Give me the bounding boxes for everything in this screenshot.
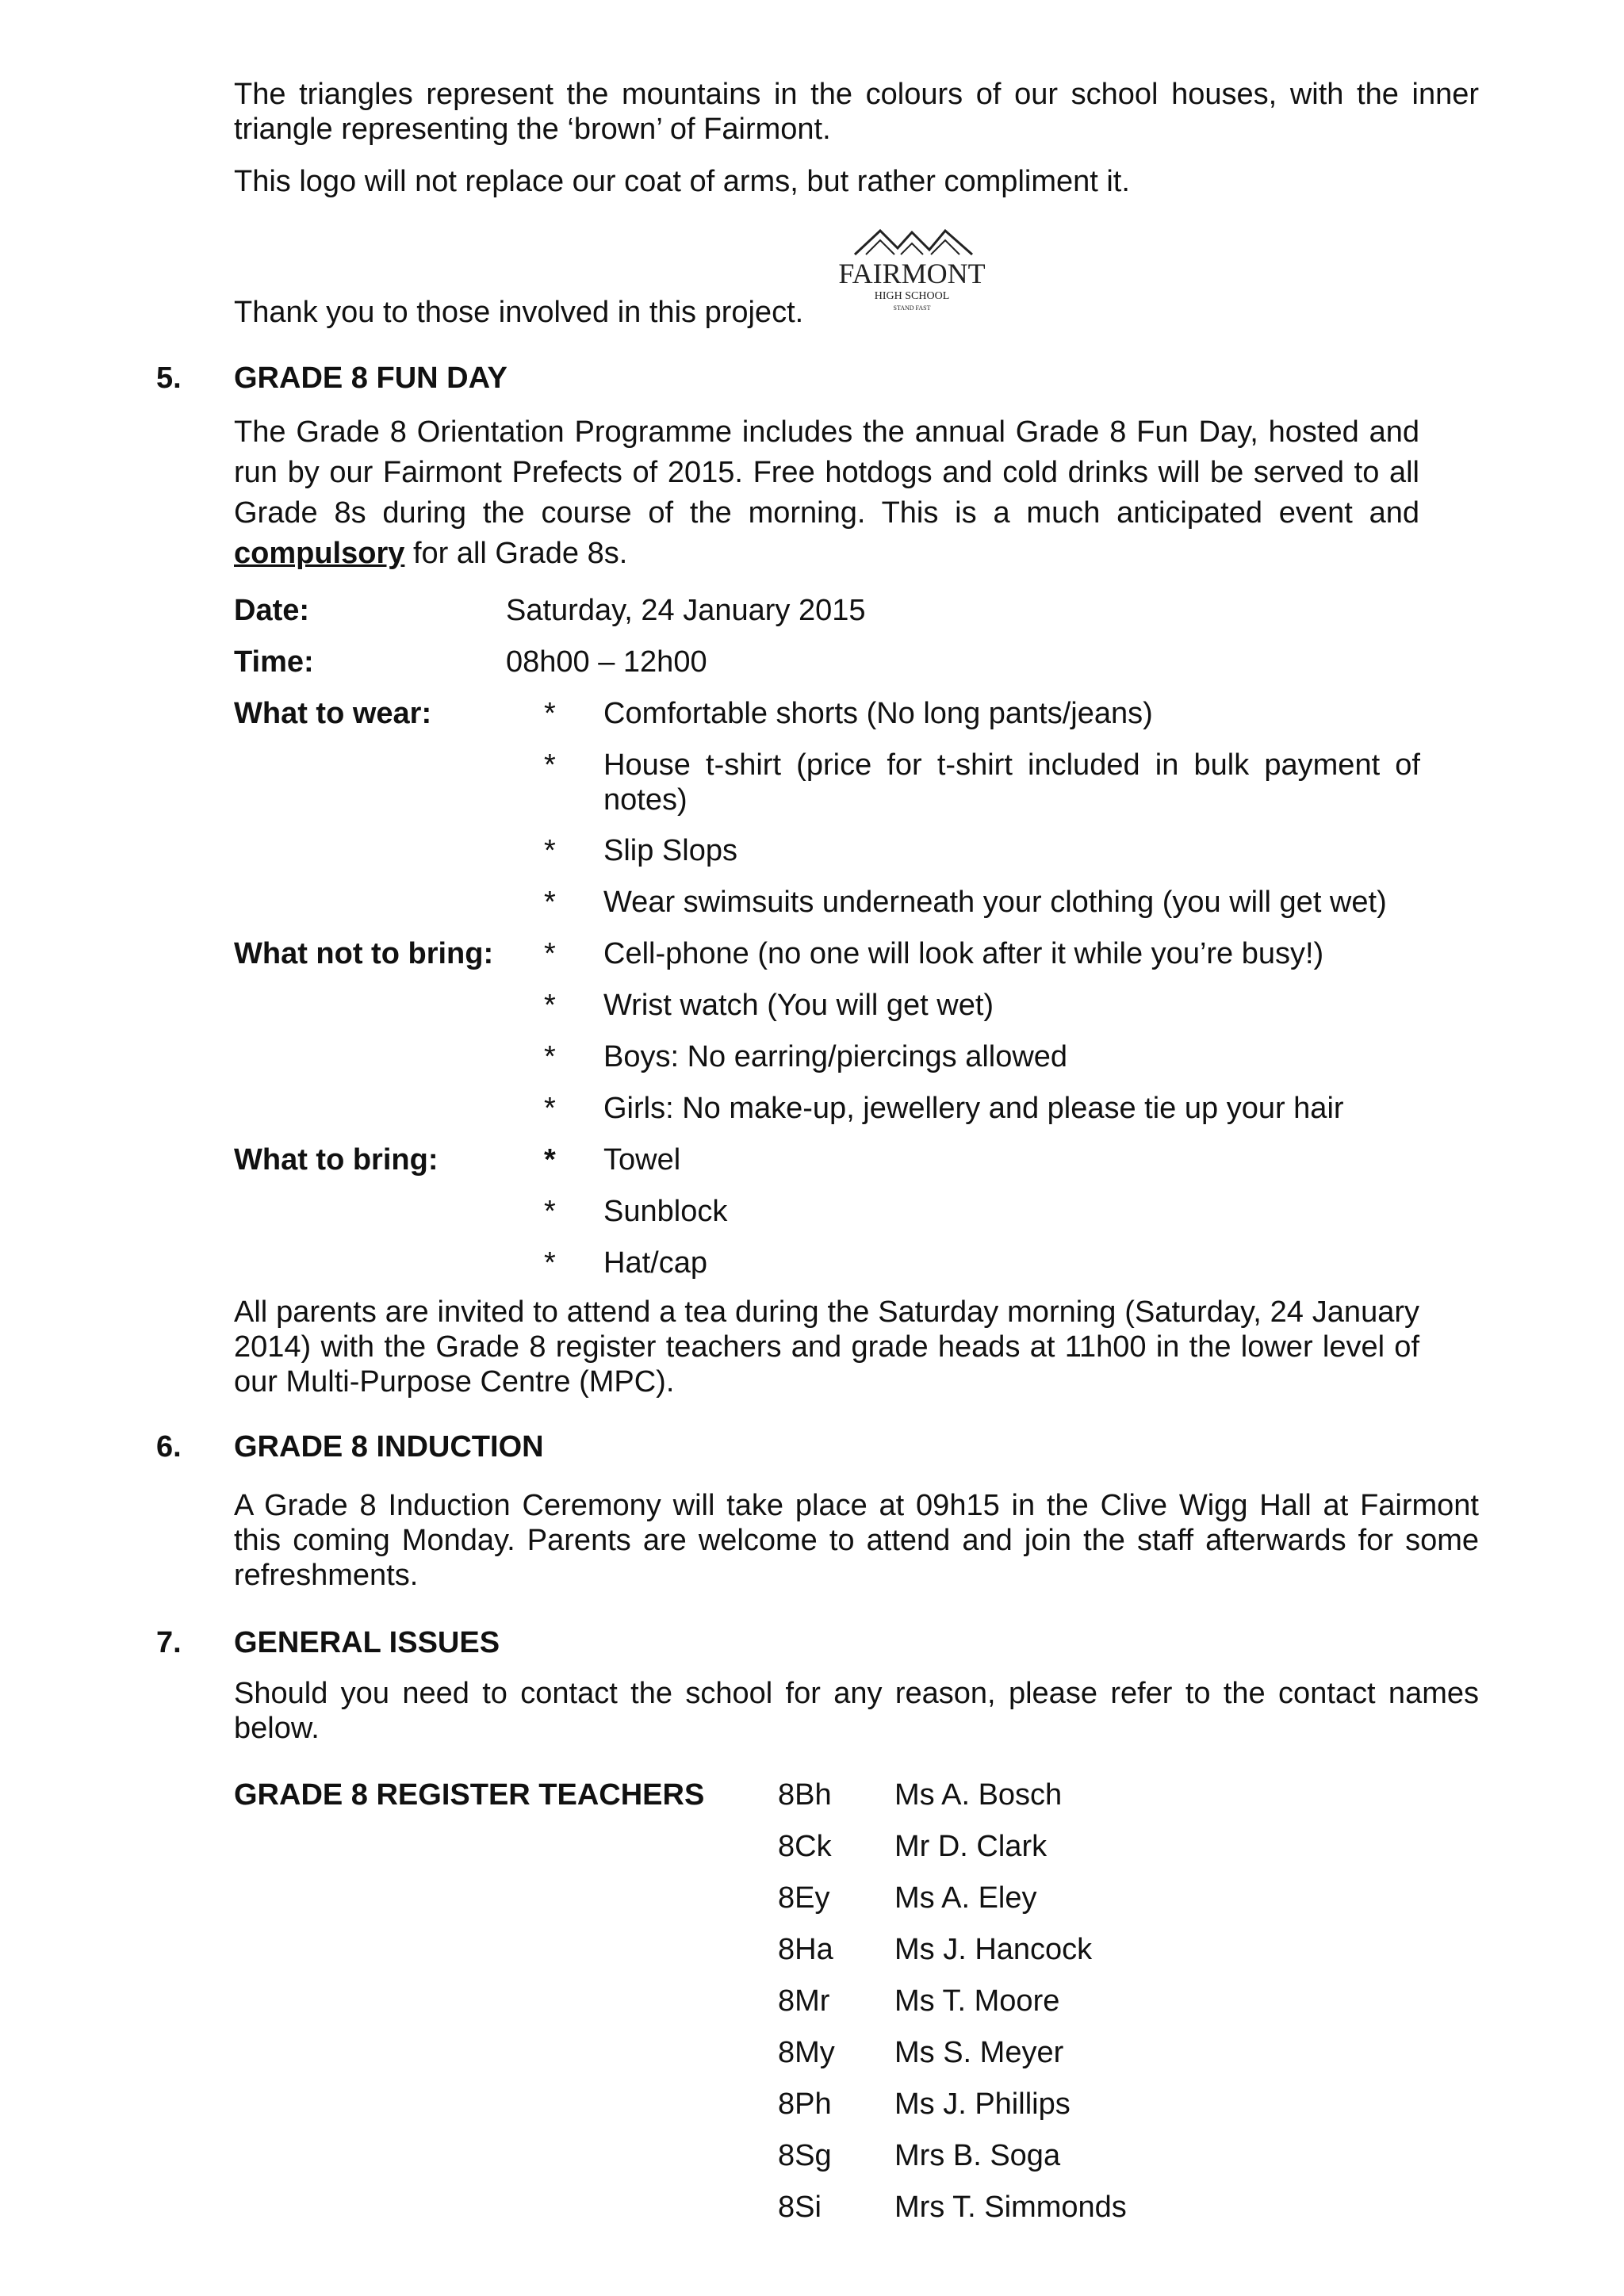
- logo-motto: STAND FAST: [893, 304, 931, 312]
- bullet: *: [544, 886, 556, 919]
- not-bring-item: Cell-phone (no one will look after it while you’re busy!): [603, 937, 1324, 970]
- date-label: Date:: [234, 594, 310, 627]
- section-6-title: GRADE 8 INDUCTION: [234, 1430, 544, 1464]
- wear-item: Comfortable shorts (No long pants/jeans): [603, 697, 1153, 730]
- time-value: 08h00 – 12h00: [506, 645, 707, 679]
- bullet: *: [544, 1246, 556, 1280]
- bullet: *: [544, 937, 556, 970]
- class-code: 8Sg: [778, 2139, 832, 2172]
- section-7-number: 7.: [156, 1626, 182, 1659]
- section-5-title: GRADE 8 FUN DAY: [234, 362, 508, 395]
- bullet: *: [544, 697, 556, 730]
- time-label: Time:: [234, 645, 314, 679]
- teacher-name: Ms S. Meyer: [894, 2036, 1064, 2069]
- class-code: 8Bh: [778, 1778, 832, 1812]
- teacher-name: Mr D. Clark: [894, 1830, 1048, 1863]
- bring-item: Sunblock: [603, 1195, 728, 1228]
- section-5-paragraph: [234, 412, 1419, 574]
- what-to-wear-label: What to wear:: [234, 697, 432, 730]
- section-6-paragraph: A Grade 8 Induction Ceremony will take place at 09h15 in the Clive Wigg Hall at Fairmont this coming Monday. Parents are welcome to attend and join the staff afterwards for some refreshments.: [234, 1489, 1479, 1592]
- not-bring-item: Girls: No make-up, jewellery and please tie up your hair: [603, 1092, 1344, 1125]
- teacher-name: Ms A. Eley: [894, 1881, 1037, 1915]
- bullet: *: [544, 748, 556, 782]
- intro-triangles-paragraph: The triangles represent the mountains in the colours of our school houses, with the inner triangle representing the ‘brown’ of Fairmont.: [234, 78, 1479, 146]
- wear-item: Wear swimsuits underneath your clothing (you will get wet): [603, 886, 1387, 919]
- section-7-paragraph: Should you need to contact the school for any reason, please refer to the contact names below.: [234, 1677, 1479, 1745]
- teacher-name: Ms A. Bosch: [894, 1778, 1063, 1812]
- bullet: *: [544, 1040, 556, 1073]
- class-code: 8Ph: [778, 2087, 832, 2121]
- fairmont-logo: [825, 226, 999, 321]
- bullet: *: [544, 1092, 556, 1125]
- class-code: 8My: [778, 2036, 835, 2069]
- class-code: 8Ha: [778, 1933, 833, 1966]
- logo-subtitle: HIGH SCHOOL: [874, 290, 950, 302]
- bullet: *: [544, 989, 556, 1022]
- register-teachers-label: GRADE 8 REGISTER TEACHERS: [234, 1778, 705, 1812]
- section-5-text-after: for all Grade 8s.: [404, 537, 628, 570]
- not-bring-item: Boys: No earring/piercings allowed: [603, 1040, 1068, 1073]
- logo-name: FAIRMONT: [838, 258, 986, 289]
- wear-item: House t-shirt (price for t-shirt included in bulk payment of notes): [603, 748, 1420, 817]
- section-7-title: GENERAL ISSUES: [234, 1626, 500, 1659]
- class-code: 8Ck: [778, 1830, 832, 1863]
- section-5-number: 5.: [156, 362, 182, 395]
- bullet: *: [544, 1143, 556, 1177]
- parents-tea-paragraph: All parents are invited to attend a tea during the Saturday morning (Saturday, 24 January 2014) with the Grade 8 register teachers and grade heads at 11h00 in the lower level of our Multi-Purpose Centre (MPC).: [234, 1295, 1419, 1399]
- section-6-number: 6.: [156, 1430, 182, 1464]
- teacher-name: Mrs T. Simmonds: [894, 2191, 1127, 2224]
- intro-thanks-paragraph: Thank you to those involved in this project.: [234, 296, 804, 329]
- wear-item: Slip Slops: [603, 834, 737, 867]
- teacher-name: Ms T. Moore: [894, 1984, 1060, 2018]
- bullet: *: [544, 834, 556, 867]
- class-code: 8Mr: [778, 1984, 830, 2018]
- intro-logo-paragraph: This logo will not replace our coat of arms, but rather compliment it.: [234, 165, 1130, 198]
- date-value: Saturday, 24 January 2015: [506, 594, 866, 627]
- what-not-to-bring-label: What not to bring:: [234, 937, 494, 970]
- teacher-name: Ms J. Phillips: [894, 2087, 1071, 2121]
- bring-item: Towel: [603, 1143, 681, 1177]
- bring-item: Hat/cap: [603, 1246, 707, 1280]
- not-bring-item: Wrist watch (You will get wet): [603, 989, 994, 1022]
- class-code: 8Si: [778, 2191, 822, 2224]
- section-5-text-before: The Grade 8 Orientation Programme includes the annual Grade 8 Fun Day, hosted and run by our Fairmont Prefects of 2015. Free hotdogs and cold drinks will be served to all Grade 8s during the course of the morning. This is a much anticipated event and: [234, 415, 1419, 530]
- teacher-name: Mrs B. Soga: [894, 2139, 1061, 2172]
- mountains-logo-icon: [825, 226, 999, 321]
- teacher-name: Ms J. Hancock: [894, 1933, 1093, 1966]
- section-5-compulsory: compulsory: [234, 537, 405, 570]
- class-code: 8Ey: [778, 1881, 830, 1915]
- bullet: *: [544, 1195, 556, 1228]
- what-to-bring-label: What to bring:: [234, 1143, 439, 1177]
